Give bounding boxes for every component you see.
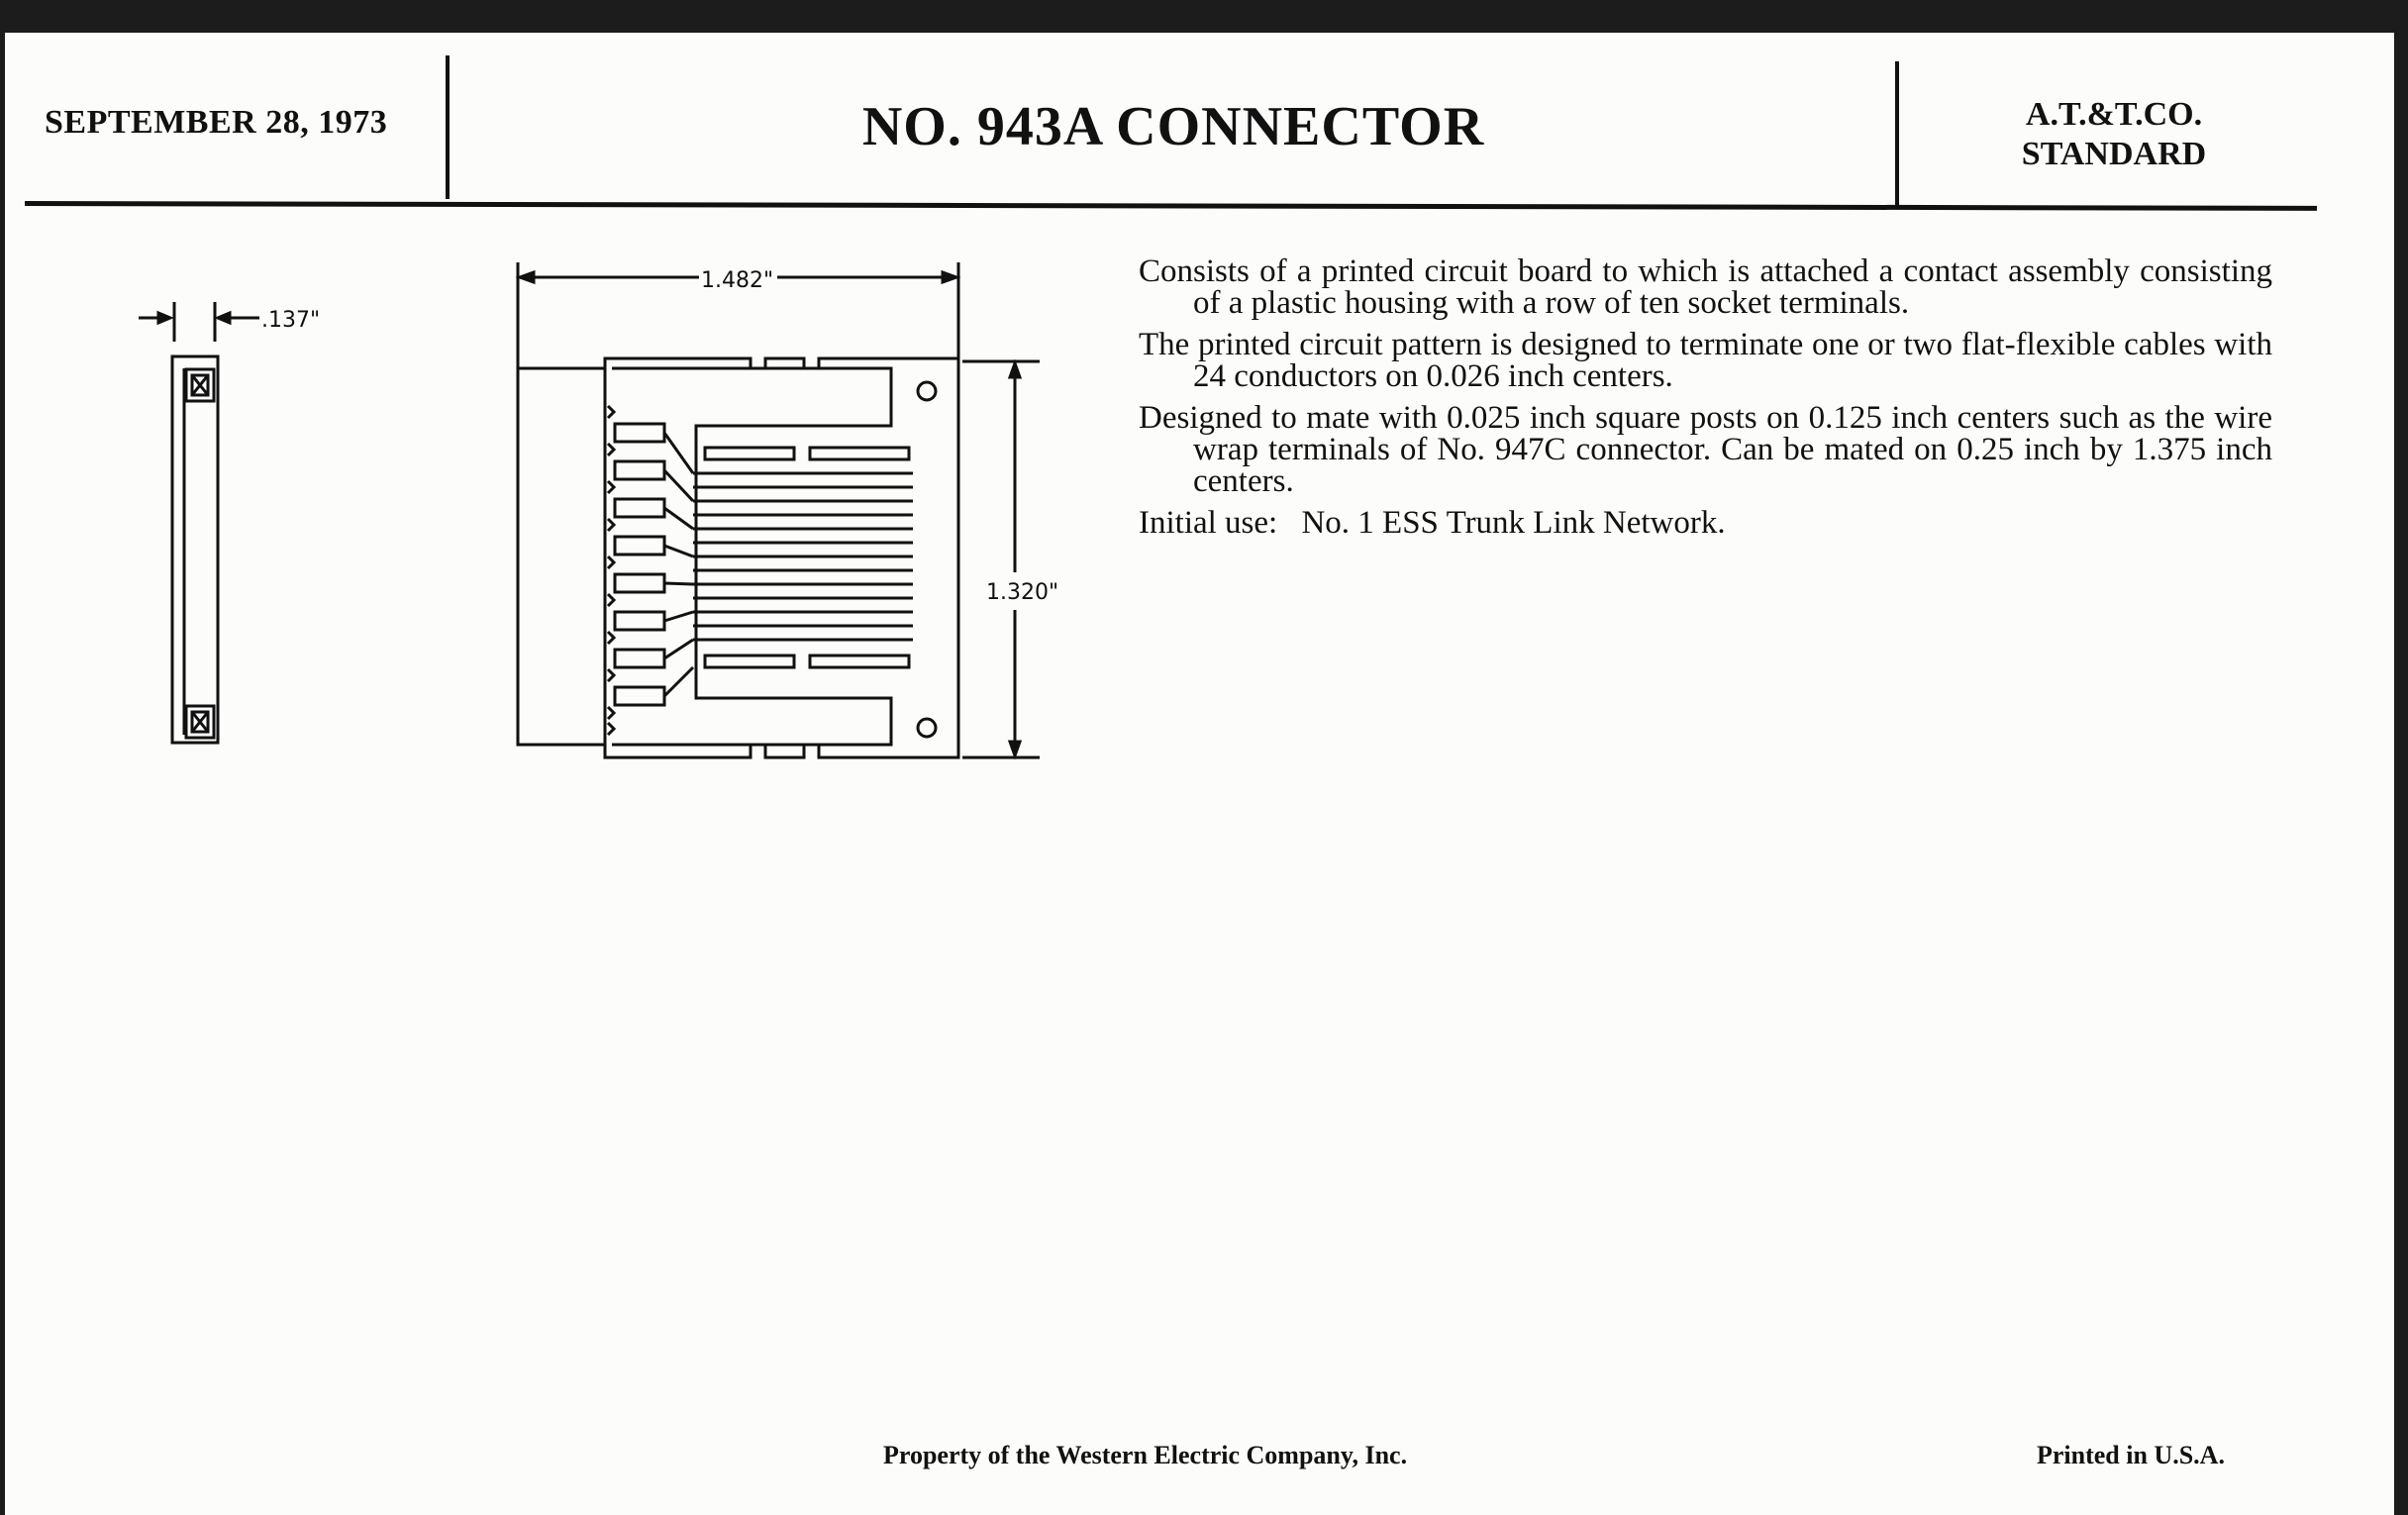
top-view-drawing	[0, 0, 1089, 792]
header-divider-right	[1895, 61, 1899, 208]
description-block	[1139, 255, 2272, 539]
initial-use-label: Initial use:	[1139, 505, 1278, 541]
standard-line-2: STANDARD	[2021, 136, 2207, 172]
description-paragraph-3: Designed to mate with 0.025 inch square posts on 0.125 inch centers such as the wire wrap terminals of No. 947C connector. Can be mated on 0.25 inch by 1.375 inch centers.	[1139, 400, 2272, 499]
description-paragraph-2: The printed circuit pattern is designed to terminate one or two flat-flexible cables with 24 conductors on 0.026 inch centers.	[1139, 327, 2272, 394]
height-dimension-label: 1.320"	[986, 580, 1059, 605]
description-paragraph-1: Consists of a printed circuit board to which is attached a contact assembly consisting of a plastic housing with a row of ten socket terminals.	[1139, 253, 2272, 321]
thickness-dimension-label: .137"	[261, 308, 321, 333]
initial-use	[1139, 507, 2272, 539]
printed-notice: Printed in U.S.A.	[2037, 1441, 2225, 1469]
standard-label	[1901, 95, 2327, 174]
property-notice: Property of the Western Electric Company, Inc.	[883, 1441, 1408, 1469]
width-dimension-label: 1.482"	[701, 268, 774, 293]
scan-edge	[2394, 0, 2408, 1515]
standard-line-1: A.T.&T.CO.	[2025, 96, 2203, 133]
issue-date: SEPTEMBER 28, 1973	[45, 104, 388, 141]
document-title: NO. 943A CONNECTOR	[861, 96, 1485, 157]
initial-use-value: No. 1 ESS Trunk Link Network.	[1301, 505, 1726, 541]
